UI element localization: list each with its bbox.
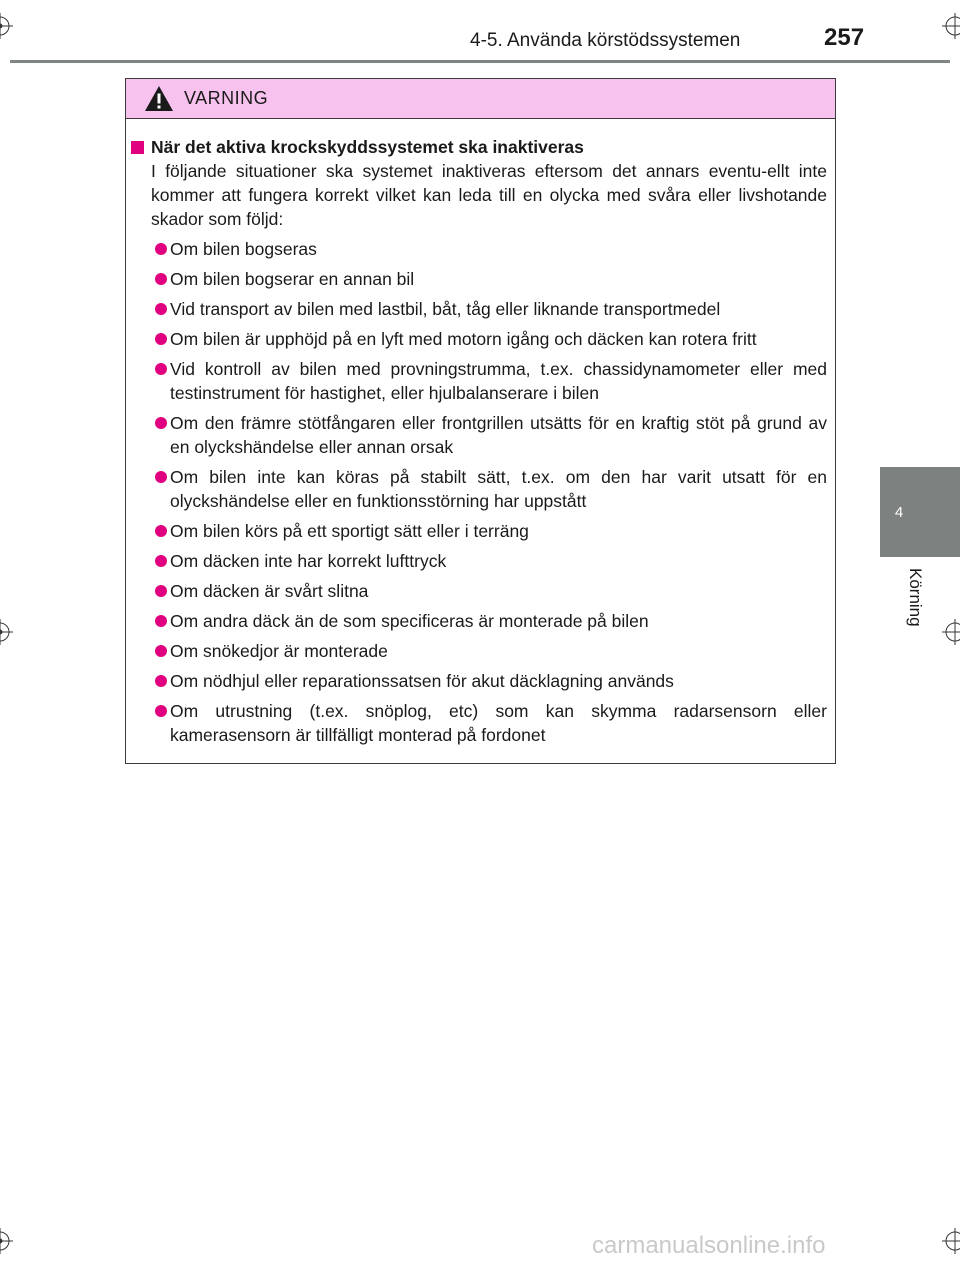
list-item-text: Vid transport av bilen med lastbil, båt, tåg eller liknande transportmedel (170, 299, 721, 319)
square-bullet-icon (131, 141, 144, 154)
registration-mark-icon (942, 1228, 960, 1254)
chapter-label-container (903, 568, 927, 638)
warning-body (126, 119, 835, 747)
list-item-text: Om snökedjor är monterade (170, 641, 388, 661)
section-title: 4-5. Använda körstödssystemen (470, 30, 741, 51)
list-item (170, 639, 827, 663)
list-item-text: Om bilen bogserar en annan bil (170, 269, 415, 289)
list-item-text: Om nödhjul eller reparationssatsen för akut däcklagning används (170, 671, 674, 691)
chapter-number: 4 (894, 504, 904, 521)
intro-paragraph: I följande situationer ska systemet inaktiveras eftersom det annars eventu-ellt inte kommer att fungera korrekt vilket kan leda till en olycka med svåra eller livshotande skador som följd: (151, 161, 827, 229)
bullet-dot-icon (155, 333, 167, 345)
list-item-text: Om däcken inte har korrekt lufttryck (170, 551, 447, 571)
list-item-text: Om andra däck än de som specificeras är monterade på bilen (170, 611, 649, 631)
list-item (170, 549, 827, 573)
list-item (170, 669, 827, 693)
section-heading (131, 135, 827, 159)
bullet-dot-icon (155, 645, 167, 657)
bullet-dot-icon (155, 525, 167, 537)
warning-box (125, 78, 836, 764)
warning-label: VARNING (184, 88, 269, 108)
header-divider (10, 60, 950, 63)
list-item (170, 237, 827, 261)
list-item (170, 327, 827, 351)
registration-mark-icon (0, 619, 13, 645)
bullet-dot-icon (155, 417, 167, 429)
bullet-dot-icon (155, 273, 167, 285)
list-item (170, 297, 827, 321)
bullet-dot-icon (155, 615, 167, 627)
list-item (170, 357, 827, 405)
registration-mark-icon (0, 1228, 13, 1254)
list-item (170, 519, 827, 543)
list-item-text: Vid kontroll av bilen med provningstrumma, t.ex. chassidynamometer eller med testinstrument för hastighet, eller hjulbalanserare i bilen (170, 359, 827, 403)
bullet-dot-icon (155, 363, 167, 375)
condition-list (126, 237, 827, 747)
registration-mark-icon (942, 619, 960, 645)
registration-mark-icon (942, 13, 960, 39)
list-item-text: Om bilen körs på ett sportigt sätt eller i terräng (170, 521, 529, 541)
list-item-text: Om bilen bogseras (170, 239, 317, 259)
bullet-dot-icon (155, 675, 167, 687)
bullet-dot-icon (155, 705, 167, 717)
bullet-dot-icon (155, 471, 167, 483)
bullet-dot-icon (155, 555, 167, 567)
list-item (170, 609, 827, 633)
page-number: 257 (824, 24, 865, 51)
chapter-tab (880, 467, 960, 557)
list-item (170, 465, 827, 513)
bullet-dot-icon (155, 243, 167, 255)
list-item (170, 411, 827, 459)
chapter-label: Körning (906, 568, 925, 627)
list-item-text: Om bilen är upphöjd på en lyft med motorn igång och däcken kan rotera fritt (170, 329, 757, 349)
warning-triangle-icon (144, 85, 174, 112)
list-item-text: Om utrustning (t.ex. snöplog, etc) som kan skymma radarsensorn eller kamerasensorn är tillfälligt monterad på fordonet (170, 701, 827, 745)
bullet-dot-icon (155, 585, 167, 597)
warning-header (126, 79, 835, 119)
registration-mark-icon (0, 13, 13, 39)
list-item-text: Om den främre stötfångaren eller frontgrillen utsätts för en kraftig stöt på grund av en olyckshändelse eller annan orsak (170, 413, 827, 457)
list-item (170, 699, 827, 747)
list-item-text: Om däcken är svårt slitna (170, 581, 369, 601)
list-item (170, 267, 827, 291)
list-item (170, 579, 827, 603)
section-heading-text: När det aktiva krockskyddssystemet ska inaktiveras (151, 137, 584, 157)
bullet-dot-icon (155, 303, 167, 315)
watermark: carmanualsonline.info (592, 1232, 826, 1259)
list-item-text: Om bilen inte kan köras på stabilt sätt, t.ex. om den har varit utsatt för en olyckshändelse eller en funktionsstörning har uppstått (170, 467, 827, 511)
